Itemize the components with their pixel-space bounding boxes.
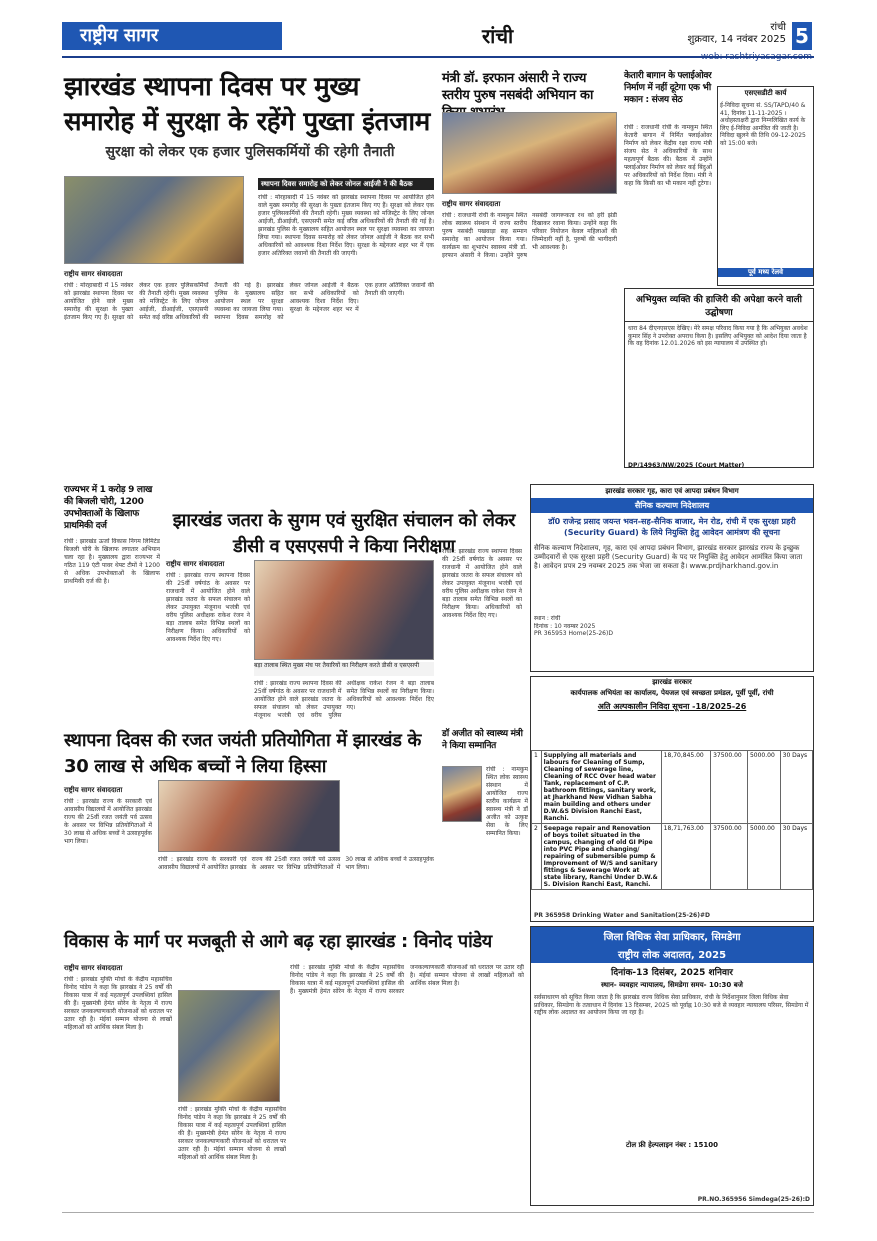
- story7-photo: [442, 766, 482, 822]
- water-cell-fee: 5000.00: [747, 751, 780, 824]
- lok-adalat-place: स्थान- व्यवहार न्यायालय, सिमडेगा समय- 10:30 बजे: [601, 981, 743, 989]
- story2-body: रांची : राजधानी रांची के नामकुम स्थित लोक स्वास्थ्य संस्थान में राज्य स्तरीय पुरुष नसबंदी पखवाड़ा सह सम्मान समारोह का आयोजन किया गया। कार्यक्रम का शुभारंभ स्वास्थ्य मंत्री डॉ. इरफान अंसारी ने किया। उन्होंने पुरुष नसबंदी जागरूकता रथ को हरी झंडी दिखाकर रवाना किया। उन्होंने कहा कि परिवार नियोजन केवल महिलाओं की जिम्मेदारी नहीं है, पुरुषों की भागीदारी भी आवश्यक है।: [442, 212, 617, 259]
- sainik-place: स्थान : रांची: [534, 615, 561, 622]
- story6-body-2: रांची : झारखंड राज्य के सरकारी एवं आवासीय विद्यालयों में आयोजित झारखंड राज्य की 25वीं रजत जयंती पर्व उत्सव के अवसर पर विभिन्न प्रतियोगिताओं में 30 लाख से अधिक बच्चों ने उत्साहपूर्वक भाग लिया।: [158, 856, 434, 871]
- sainik-date: दिनांक : 10 नवम्बर 2025: [534, 622, 596, 630]
- edition-info: [686, 22, 786, 46]
- water-cell-earnest: 37500.00: [711, 751, 748, 824]
- website-url[interactable]: web: rashtriyasagar.com: [700, 52, 812, 62]
- sainik-recruitment-ad: [530, 484, 814, 672]
- page-number: 5: [792, 22, 812, 50]
- story1-subhead: सुरक्षा को लेकर एक हजार पुलिसकर्मियों की रहेगी तैनाती: [105, 144, 395, 160]
- water-cell-cost: 18,70,845.00: [661, 751, 710, 824]
- story6-byline: राष्ट्रीय सागर संवाददाता: [64, 786, 123, 794]
- story8-photo: [178, 990, 280, 1102]
- story1-byline: राष्ट्रीय सागर संवाददाता: [64, 270, 123, 278]
- tender-body: ई-निविदा सूचना सं. SS/TAPD/40 & 41, दिनांक 11-11-2025 । अधोहस्ताक्षरी द्वारा निम्नलिखित कार्य के लिए ई-निविदा आमंत्रित की जाती है। निविदा खुलने की तिथि 09-12-2025 को 15:00 बजे।: [720, 102, 806, 147]
- water-cell-earnest: 37500.00: [711, 824, 748, 890]
- story8-body-2: रांची : झारखंड मुक्ति मोर्चा के केंद्रीय महासचिव विनोद पांडेय ने कहा कि झारखंड ने 25 वर्षों की विकास यात्रा में कई महत्वपूर्ण उपलब्धियां हासिल की हैं। मुख्यमंत्री हेमंत सोरेन के नेतृत्व में राज्य सरकार जनकल्याणकारी योजनाओं को धरातल पर उतार रही है। मंईयां सम्मान योजना से लाखों महिलाओं को आर्थिक संबल मिला है।: [178, 1106, 286, 1161]
- edition-city-right: रांची: [770, 22, 786, 33]
- story8-byline: राष्ट्रीय सागर संवाददाता: [64, 964, 123, 972]
- edition-date: शुक्रवार, 14 नवंबर 2025: [687, 34, 786, 45]
- story5-byline: राष्ट्रीय सागर संवाददाता: [166, 560, 225, 568]
- court-proclamation-ad: [624, 288, 814, 468]
- lok-adalat-helpline: टोल फ्री हेल्पलाइन नंबर : 15100: [626, 1141, 718, 1149]
- water-table-row: [532, 824, 813, 890]
- sainik-header: झारखंड सरकार गृह, कारा एवं आपदा प्रबंधन विभाग: [605, 487, 739, 495]
- masthead: [62, 22, 814, 62]
- story3-headline: केतारी बागान के फ्लाईओवर निर्माण में नहीं दूटेगा एक भी मकान : संजय सेठ: [624, 71, 712, 105]
- lok-adalat-ad: [530, 926, 814, 1206]
- lok-adalat-body: सर्वसाधारण को सूचित किया जाता है कि झारखंड राज्य विधिक सेवा प्राधिकार, रांची के निर्देशानुसार जिला विधिक सेवा प्राधिकार, सिमडेगा के तत्वाधान में दिनांक 13 दिसम्बर, 2025 को पूर्वाह्न 10:30 बजे से व्यवहार न्यायालय परिसर, सिमडेगा में राष्ट्रीय लोक अदालत का आयोजन किया जा रहा है।: [534, 994, 809, 1016]
- water-cell-sl: 2: [532, 824, 542, 890]
- story4-headline: राज्यभर में 1 करोड़ 9 लाख की बिजली चोरी, 1200 उपभोक्ताओं के खिलाफ प्राथमिकी दर्ज: [64, 485, 153, 531]
- story8-body-1: रांची : झारखंड मुक्ति मोर्चा के केंद्रीय महासचिव विनोद पांडेय ने कहा कि झारखंड ने 25 वर्षों की विकास यात्रा में कई महत्वपूर्ण उपलब्धियां हासिल की हैं। मुख्यमंत्री हेमंत सोरेन के नेतृत्व में राज्य सरकार जनकल्याणकारी योजनाओं को धरातल पर उतार रही है। मंईयां सम्मान योजना से लाखों महिलाओं को आर्थिक संबल मिला है।: [64, 976, 172, 1031]
- water-title: अति अल्पकालीन निविदा सूचना -18/2025-26: [597, 702, 747, 711]
- page-footer-rule: [62, 1212, 814, 1222]
- court-body: धारा 84 दीएनएसएस देखिए। मेरे समक्ष परिवाद किया गया है कि अभियुक्त अवधेश कुमार सिंह ने उपरोक्त अपराध किया है। इसलिए अभियुक्त को आदेश दिया जाता है कि वह दिनांक 12.01.2026 को इस न्यायालय में उपस्थित हों।: [628, 325, 808, 347]
- court-footer: DP/14963/NW/2025 (Court Matter): [628, 462, 745, 469]
- lok-adalat-title2: राष्ट्रीय लोक अदालत, 2025: [531, 945, 813, 963]
- lok-adalat-title1: जिला विधिक सेवा प्राधिकार, सिमडेगा: [531, 927, 813, 945]
- story5-photo: [254, 560, 434, 660]
- story8-headline: विकास के मार्ग पर मजबूती से आगे बढ़ रहा झारखंड : विनोद पांडेय: [64, 931, 492, 952]
- newspaper-title: राष्ट्रीय सागर: [62, 22, 282, 50]
- water-tender-ad: [530, 676, 814, 922]
- lok-adalat-date: दिनांक-13 दिसंबर, 2025 शनिवार: [611, 968, 733, 978]
- sainik-header2: सैनिक कल्याण निदेशालय: [531, 498, 813, 513]
- tender-ad: [717, 86, 814, 286]
- water-header2: कार्यपालक अभियंता का कार्यालय, पेयजल एवं स्वच्छता प्रमंडल, पूर्वी पूर्वी, रांची: [570, 689, 774, 697]
- tender-title: एसएसडीटी कार्य: [744, 89, 787, 97]
- sainik-body: सैनिक कल्याण निदेशालय, गृह, कारा एवं आपदा प्रबंधन विभाग, झारखंड सरकार झारखंड राज्य के इच्छुक उम्मीदवारों से एक सुरक्षा प्रहरी (Security Guard) के पद पर नियुक्ति हेतु आवेदन आमंत्रित किया जाता है। आवेदन प्रपत्र 29 नवम्बर 2025 तक भेजा जा सकता है। www.prdjharkhand.gov.in: [534, 544, 803, 570]
- water-cell-cost: 18,71,763.00: [661, 824, 710, 890]
- water-table-row: [532, 751, 813, 824]
- tender-footer: पूर्व मध्य रेलवे: [718, 268, 813, 277]
- story2-byline: राष्ट्रीय सागर संवाददाता: [442, 200, 501, 208]
- story5-body-3: रांची : झारखंड राज्य स्थापना दिवस की 25वीं वर्षगांठ के अवसर पर राजधानी में आयोजित होने वाले झारखंड जतरा के सफल संचालन को लेकर उपायुक्त मंजूनाथ भजंत्री एवं वरीय पुलिस अधीक्षक राकेश रंजन ने बड़ा तालाब समेत विभिन्न स्थलों का निरीक्षण किया। अधिकारियों को आवश्यक निर्देश दिए गए।: [442, 548, 522, 619]
- water-cell-time: 30 Days: [780, 824, 812, 890]
- story7-body: रांची : नामकुम स्थित लोक स्वास्थ्य संस्थान में आयोजित राज्य स्तरीय कार्यक्रम में स्वास्थ्य मंत्री ने डॉ अजीत को उत्कृष्ट सेवा के लिए सम्मानित किया।: [486, 766, 528, 837]
- water-cell-sl: 1: [532, 751, 542, 824]
- story6-body-1: रांची : झारखंड राज्य के सरकारी एवं आवासीय विद्यालयों में आयोजित झारखंड राज्य की 25वीं रजत जयंती पर्व उत्सव के अवसर पर विभिन्न प्रतियोगिताओं में 30 लाख से अधिक बच्चों ने उत्साहपूर्वक भाग लिया।: [64, 798, 152, 845]
- sainik-title: डॉ0 राजेन्द्र प्रसाद जयन्त भवन-सह-सैनिक बाजार, मेन रोड, रांची में एक सुरक्षा प्रहरी (Security Guard) के लिये नियुक्ति हेतु आवेदन आमंत्रण की सूचना: [548, 517, 796, 537]
- court-title: अभियुक्त व्यक्ति की हाजिरी की अपेक्षा करने वाली उद्घोषणा: [625, 289, 813, 322]
- story1-body-col: रांची : मोरहाबादी में 15 नवंबर को झारखंड स्थापना दिवस पर आयोजित होने वाले मुख्य समारोह की सुरक्षा के पुख्ता इंतजाम किए गए हैं। सुरक्षा को लेकर एक हजार पुलिसकर्मियों की तैनाती रहेगी। मुख्य व्यवस्था को मजिस्ट्रेट के लिए जोनल आईजी, डीआईजी, एसएसपी समेत कई वरिष्ठ अधिकारियों की तैनाती की गई है। झारखंड पुलिस के मुख्यालय सहित आयोजन स्थल पर सुरक्षा व्यवस्था का जायजा लिया गया। स्थापना दिवस समारोह को लेकर जोनल आईजी ने बैठक कर सभी अधिकारियों को आवश्यक दिशा निर्देश दिए। सुरक्षा के मद्देनजर शहर भर में एक हजार अतिरिक्त जवानों की तैनाती की जाएगी।: [258, 194, 434, 257]
- story5-body-2: रांची : झारखंड राज्य स्थापना दिवस की 25वीं वर्षगांठ के अवसर पर राजधानी में आयोजित होने वाले झारखंड जतरा के सफल संचालन को लेकर उपायुक्त मंजूनाथ भजंत्री एवं वरीय पुलिस अधीक्षक राकेश रंजन ने बड़ा तालाब समेत विभिन्न स्थलों का निरीक्षण किया। अधिकारियों को आवश्यक निर्देश दिए गए।: [254, 680, 434, 719]
- story3-body: रांची : राजधानी रांची के नामकुम स्थित केतारी बागान में निर्मित फ्लाईओवर निर्माण को लेकर केंद्रीय रक्षा राज्य मंत्री संजय सेठ ने अधिकारियों के साथ महत्वपूर्ण बैठक की। बैठक में उन्होंने फ्लाईओवर निर्माण को लेकर कई बिंदुओं पर अधिकारियों को निर्देश दिया। मंत्री ने कहा कि किसी का भी मकान नहीं टूटेगा।: [624, 124, 712, 187]
- water-cell-time: 30 Days: [780, 751, 812, 824]
- water-header: झारखंड सरकार: [652, 678, 692, 686]
- water-prno: PR 365958 Drinking Water and Sanitation(25-26)#D: [534, 911, 710, 919]
- story1-body: रांची : मोरहाबादी में 15 नवंबर को झारखंड स्थापना दिवस पर आयोजित होने वाले मुख्य समारोह की सुरक्षा के पुख्ता इंतजाम किए गए हैं। सुरक्षा को लेकर एक हजार पुलिसकर्मियों की तैनाती रहेगी। मुख्य व्यवस्था को मजिस्ट्रेट के लिए जोनल आईजी, डीआईजी, एसएसपी समेत कई वरिष्ठ अधिकारियों की तैनाती की गई है। झारखंड पुलिस के मुख्यालय सहित आयोजन स्थल पर सुरक्षा व्यवस्था का जायजा लिया गया। स्थापना दिवस समारोह को लेकर जोनल आईजी ने बैठक कर सभी अधिकारियों को आवश्यक दिशा निर्देश दिए। सुरक्षा के मद्देनजर शहर भर में एक हजार अतिरिक्त जवानों की तैनाती की जाएगी।: [64, 282, 434, 321]
- story1-photo-caption: स्थापना दिवस समारोह को लेकर जोनल आईजी ने की बैठक: [258, 178, 434, 190]
- water-cell-fee: 5000.00: [747, 824, 780, 890]
- water-cell-work: Supplying all materials and labours for Cleaning of Sump, Cleaning of sewerage line, Cleaning of RCC Over head water Tank, replacement of C.P. bathroom fittings, sanitary work, at Jharkhand New Vidhan Sabha main building and others under D.W.&S Division Ranchi East, Ranchi.: [541, 751, 661, 824]
- story5-headline: झारखंड जतरा के सुगम एवं सुरक्षित संचालन को लेकर डीसी व एसएसपी ने किया निरीक्षण: [172, 510, 516, 557]
- story4-body: रांची : झारखंड ऊर्जा विकास निगम लिमिटेड बिजली चोरी के खिलाफ लगातार अभियान चला रहा है। मुख्यालय द्वारा राज्यभर में गठित 119 एंटी पावर थेफ्ट टीमों ने 1200 से अधिक उपभोक्ताओं के खिलाफ प्राथमिकी दर्ज की है।: [64, 538, 160, 585]
- story7-headline: डॉ अजीत को स्वास्थ्य मंत्री ने किया सम्मानित: [442, 729, 523, 751]
- sainik-prno: PR 365953 Home(25-26)D: [534, 630, 613, 637]
- water-cell-work: Seepage repair and Renovation of boys toilet situated in the campus, changing of old GI Pipe into PVC Pipe and changing/ repairing of submersible pump & Improvement of W/S and sanitary fittings & Sewerage Work at state library, Ranchi Under D.W.& S. Division Ranchi East, Ranchi.: [541, 824, 661, 890]
- water-tender-table: [531, 750, 813, 890]
- story6-photo: [158, 780, 340, 852]
- edition-city: रांची: [482, 24, 514, 48]
- story2-photo: [442, 112, 617, 194]
- story8-body-3: रांची : झारखंड मुक्ति मोर्चा के केंद्रीय महासचिव विनोद पांडेय ने कहा कि झारखंड ने 25 वर्षों की विकास यात्रा में कई महत्वपूर्ण उपलब्धियां हासिल की हैं। मुख्यमंत्री हेमंत सोरेन के नेतृत्व में राज्य सरकार जनकल्याणकारी योजनाओं को धरातल पर उतार रही है। मंईयां सम्मान योजना से लाखों महिलाओं को आर्थिक संबल मिला है।: [290, 964, 524, 995]
- story2-headline: मंत्री डॉ. इरफान अंसारी ने राज्य स्तरीय पुरुष नसबंदी अभियान का: [442, 71, 594, 103]
- lok-adalat-prno: PR.NO.365956 Simdega(25-26):D: [697, 1195, 810, 1203]
- story1-photo: [64, 176, 244, 264]
- story6-headline: स्थापना दिवस की रजत जयंती प्रतियोगिता में झारखंड के 30 लाख से अधिक बच्चों ने लिया हिस्सा: [64, 730, 422, 777]
- story1-headline: झारखंड स्थापना दिवस पर मुख्य समारोह में सुरक्षा के रहेंगे पुख्ता इंतजाम: [64, 72, 431, 137]
- story5-body-1: रांची : झारखंड राज्य स्थापना दिवस की 25वीं वर्षगांठ के अवसर पर राजधानी में आयोजित होने वाले झारखंड जतरा के सफल संचालन को लेकर उपायुक्त मंजूनाथ भजंत्री एवं वरीय पुलिस अधीक्षक राकेश रंजन ने बड़ा तालाब समेत विभिन्न स्थलों का निरीक्षण किया। अधिकारियों को आवश्यक निर्देश दिए गए।: [166, 572, 250, 643]
- story5-caption: बड़ा तालाब स्थित मुख्य मंच पर तैयारियों का निरीक्षण करते डीसी व एसएसपी: [254, 662, 434, 676]
